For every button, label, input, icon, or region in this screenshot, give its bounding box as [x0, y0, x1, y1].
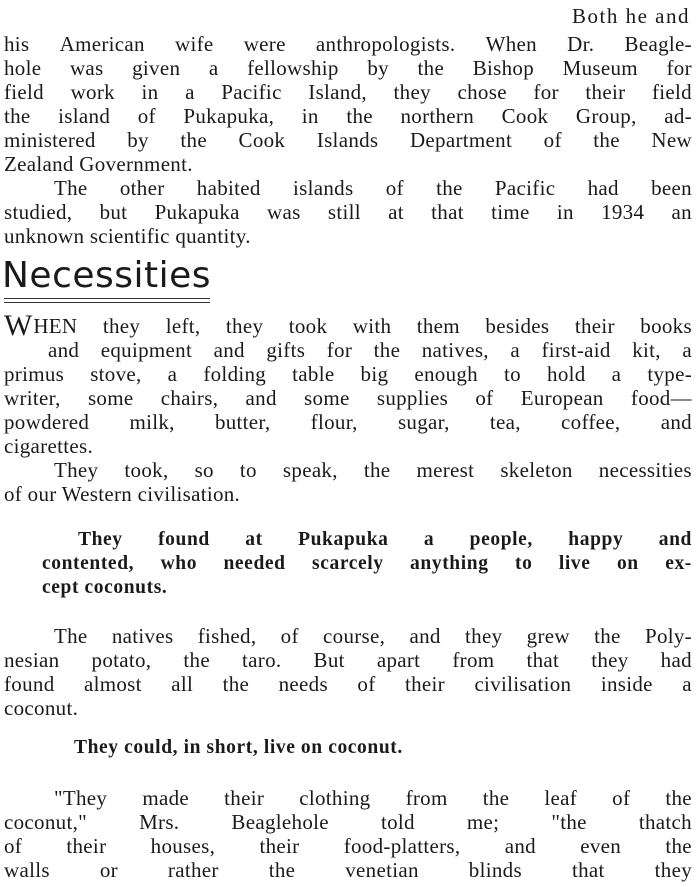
word: for [533, 80, 559, 104]
drop-cap: W [4, 309, 34, 342]
word: But [313, 648, 345, 672]
word: folding [203, 362, 267, 386]
word: they [102, 314, 141, 338]
word: a [208, 56, 219, 80]
text-line [4, 104, 692, 128]
word: work [70, 80, 115, 104]
word: fished, [197, 624, 257, 648]
word: American [59, 32, 145, 56]
word: even [580, 834, 622, 858]
word: of [543, 128, 562, 152]
word: they [654, 858, 692, 882]
word: powdered [4, 410, 90, 434]
word: first-aid [541, 338, 611, 362]
word: big [360, 362, 389, 386]
word: the [665, 786, 692, 810]
word: the [346, 104, 373, 128]
word: Group, [575, 104, 637, 128]
word: besides [485, 314, 550, 338]
section-heading: Necessities [2, 255, 212, 296]
word: with [352, 314, 392, 338]
word: nesian [4, 648, 60, 672]
word: were [243, 32, 286, 56]
pull-quote-line [4, 552, 692, 576]
text-line [4, 482, 692, 506]
word: ad- [664, 104, 692, 128]
word: 1934 [601, 200, 645, 224]
word: a [510, 338, 520, 362]
word: New [651, 128, 692, 152]
text-line [4, 858, 692, 882]
text-line-content: of our Western civilisation. [4, 482, 241, 506]
word: houses, [150, 834, 216, 858]
word: took [288, 314, 328, 338]
word: type- [647, 362, 692, 386]
word: was [267, 200, 301, 224]
word: contented, [42, 553, 135, 574]
word: that [431, 200, 464, 224]
word: blinds [468, 858, 522, 882]
word: their [574, 314, 615, 338]
word: merest [416, 458, 475, 482]
word: to [239, 458, 257, 482]
word: and [245, 386, 277, 410]
word: they [225, 314, 264, 338]
word: the [665, 834, 692, 858]
word: fellowship [247, 56, 339, 80]
word: all [171, 672, 194, 696]
text-line [4, 176, 692, 200]
text-line [4, 338, 692, 362]
word: an [671, 200, 692, 224]
word: told [380, 810, 415, 834]
word: and [409, 624, 441, 648]
text-line [4, 32, 692, 56]
word: necessities [598, 458, 692, 482]
word: field [4, 80, 44, 104]
word: the [180, 128, 207, 152]
word: food-platters, [343, 834, 461, 858]
word: "They [54, 786, 108, 810]
word: habited [196, 176, 261, 200]
word: needed [223, 553, 286, 574]
word: natives [111, 624, 174, 648]
word: that [571, 858, 605, 882]
word: Cook [501, 104, 549, 128]
word: Pacific [494, 176, 556, 200]
text-line [4, 410, 692, 434]
word: Islands [316, 128, 379, 152]
word: Pacific [221, 80, 282, 104]
word: from [452, 648, 495, 672]
word: speak, [282, 458, 338, 482]
word: ex- [665, 553, 692, 574]
word: inside [600, 672, 653, 696]
word: time [491, 200, 530, 224]
word: taro. [242, 648, 282, 672]
text-line [4, 386, 692, 410]
word: anthropologists. [315, 32, 456, 56]
text-line [4, 786, 692, 810]
word: made [142, 786, 190, 810]
word: apart [376, 648, 421, 672]
word: been [651, 176, 692, 200]
word: took, [124, 458, 169, 482]
text-line [4, 434, 692, 458]
word: civilisation [474, 672, 572, 696]
word: chairs, [160, 386, 219, 410]
word: was [69, 56, 104, 80]
word: Beagle- [624, 32, 692, 56]
word: and [48, 338, 80, 362]
word: Bishop [472, 56, 535, 80]
text-line [4, 4, 692, 28]
word: milk, [129, 410, 175, 434]
word: their [585, 80, 626, 104]
word: the [222, 672, 250, 696]
word: They [54, 458, 99, 482]
word: The [54, 176, 88, 200]
word: happy [568, 529, 624, 550]
word: and [660, 410, 692, 434]
word: the [594, 624, 621, 648]
text-line [4, 810, 692, 834]
word: northern [400, 104, 475, 128]
word: course, [323, 624, 386, 648]
word: scarcely [312, 553, 384, 574]
word: enough [414, 362, 478, 386]
text-line [4, 834, 692, 858]
word: that [526, 648, 560, 672]
heading-underline [4, 298, 210, 303]
word: hold [547, 362, 586, 386]
word: from [405, 786, 448, 810]
word: found [158, 529, 210, 550]
word: a [611, 362, 622, 386]
word: clothing [299, 786, 371, 810]
word: in [556, 200, 574, 224]
word: "the [551, 810, 587, 834]
word: table [292, 362, 335, 386]
word: Pukapuka [154, 200, 240, 224]
pull-quote-line [4, 576, 692, 600]
word: Beaglehole [231, 810, 329, 834]
word: of [475, 386, 494, 410]
word: a [167, 362, 178, 386]
word: for [326, 338, 353, 362]
word: in [301, 104, 319, 128]
word: some [87, 386, 134, 410]
word: of [280, 624, 299, 648]
word: Dr. [567, 32, 595, 56]
word: some [304, 386, 350, 410]
word: almost [83, 672, 142, 696]
word: their [224, 786, 265, 810]
word: live [558, 553, 591, 574]
word: to [514, 553, 533, 574]
text-line [4, 309, 692, 342]
word: kit, [632, 338, 661, 362]
word: the [482, 786, 510, 810]
word: ministered [4, 128, 96, 152]
word: their [404, 672, 445, 696]
word: butter, [214, 410, 271, 434]
word: their [66, 834, 107, 858]
word: grew [526, 624, 570, 648]
word: to [504, 362, 521, 386]
word: The [54, 624, 88, 648]
word: still [327, 200, 361, 224]
word: coffee, [561, 410, 621, 434]
text-line [4, 56, 692, 80]
word: of [357, 672, 376, 696]
word: books [640, 314, 692, 338]
word: other [119, 176, 165, 200]
word: a [682, 672, 692, 696]
word: a [185, 80, 195, 104]
word: supplies [376, 386, 449, 410]
word: the [373, 338, 401, 362]
word: the [593, 128, 620, 152]
word: they [465, 624, 503, 648]
word: the [268, 858, 296, 882]
word: walls [4, 858, 50, 882]
word: me; [466, 810, 500, 834]
word: the [417, 56, 445, 80]
word: coconut," [4, 810, 87, 834]
word: island [58, 104, 111, 128]
word: needs [278, 672, 328, 696]
text-line-content: coconut. [4, 696, 79, 720]
text-line-content: Zealand Government. [4, 152, 193, 176]
text-line [4, 152, 692, 176]
word: Department [409, 128, 513, 152]
word: islands [292, 176, 354, 200]
text-line [4, 672, 692, 696]
word: on [616, 553, 639, 574]
word: their [259, 834, 300, 858]
word: of [4, 834, 23, 858]
word: Poly- [644, 624, 692, 648]
word: equipment [100, 338, 193, 362]
word: they [591, 648, 629, 672]
word: but [99, 200, 128, 224]
text-line-content: cigarettes. [4, 434, 94, 458]
word: skeleton [500, 458, 573, 482]
word: flour, [310, 410, 358, 434]
text-line [4, 80, 692, 104]
word: the [436, 176, 463, 200]
word: given [132, 56, 181, 80]
word: studied, [4, 200, 73, 224]
word: of [612, 786, 631, 810]
text-line [4, 224, 692, 248]
word: the [183, 648, 210, 672]
word: leaf [544, 786, 578, 810]
word: Mrs. [139, 810, 180, 834]
word: Museum [562, 56, 638, 80]
word: writer, [4, 386, 61, 410]
word: hole [4, 56, 42, 80]
word: who [160, 553, 198, 574]
word: tea, [489, 410, 521, 434]
word: When [485, 32, 537, 56]
word: natives, [421, 338, 489, 362]
pull-quote-line [4, 528, 692, 552]
word: Cook [238, 128, 286, 152]
text-line-content: unknown scientific quantity. [4, 224, 251, 248]
word: They [78, 529, 123, 550]
word: they [393, 80, 431, 104]
word: primus [4, 362, 65, 386]
word: in [141, 80, 159, 104]
word: HEN [33, 314, 78, 338]
word: by [127, 128, 149, 152]
word: them [416, 314, 460, 338]
text-line-content: Both he and [572, 4, 690, 28]
text-line [4, 696, 692, 720]
word: gifts [266, 338, 306, 362]
word: of [385, 176, 404, 200]
text-line [4, 648, 692, 672]
word: a [423, 529, 435, 550]
word: venetian [345, 858, 419, 882]
word: Pukapuka [298, 529, 389, 550]
word: the [363, 458, 391, 482]
word: had [660, 648, 692, 672]
word: European [520, 386, 604, 410]
word: had [587, 176, 619, 200]
word: and [213, 338, 245, 362]
word: people, [469, 529, 533, 550]
word: Island, [308, 80, 367, 104]
word: the [4, 104, 31, 128]
word: found [4, 672, 55, 696]
text-line-content: cept coconuts. [42, 577, 168, 598]
text-line [4, 200, 692, 224]
text-line [4, 458, 692, 482]
word: by [367, 56, 389, 80]
word: so [194, 458, 214, 482]
word: left, [165, 314, 201, 338]
word: and [658, 529, 692, 550]
word: stove, [90, 362, 142, 386]
text-line [4, 362, 692, 386]
word: food— [630, 386, 692, 410]
word: at [388, 200, 404, 224]
word: anything [410, 553, 489, 574]
word: of [137, 104, 156, 128]
word: or [99, 858, 118, 882]
word: his [4, 32, 30, 56]
text-line [4, 128, 692, 152]
word: a [682, 338, 692, 362]
pull-quote: They could, in short, live on coconut. [74, 737, 403, 758]
word: wife [175, 32, 214, 56]
word: and [504, 834, 536, 858]
word: sugar, [397, 410, 450, 434]
text-line-content [33, 314, 692, 338]
word: rather [167, 858, 219, 882]
word: for [666, 56, 692, 80]
word: thatch [638, 810, 692, 834]
word: Pukapuka, [183, 104, 275, 128]
word: chose [457, 80, 507, 104]
text-line [4, 624, 692, 648]
word: potato, [91, 648, 152, 672]
word: field [651, 80, 692, 104]
word: at [245, 529, 263, 550]
